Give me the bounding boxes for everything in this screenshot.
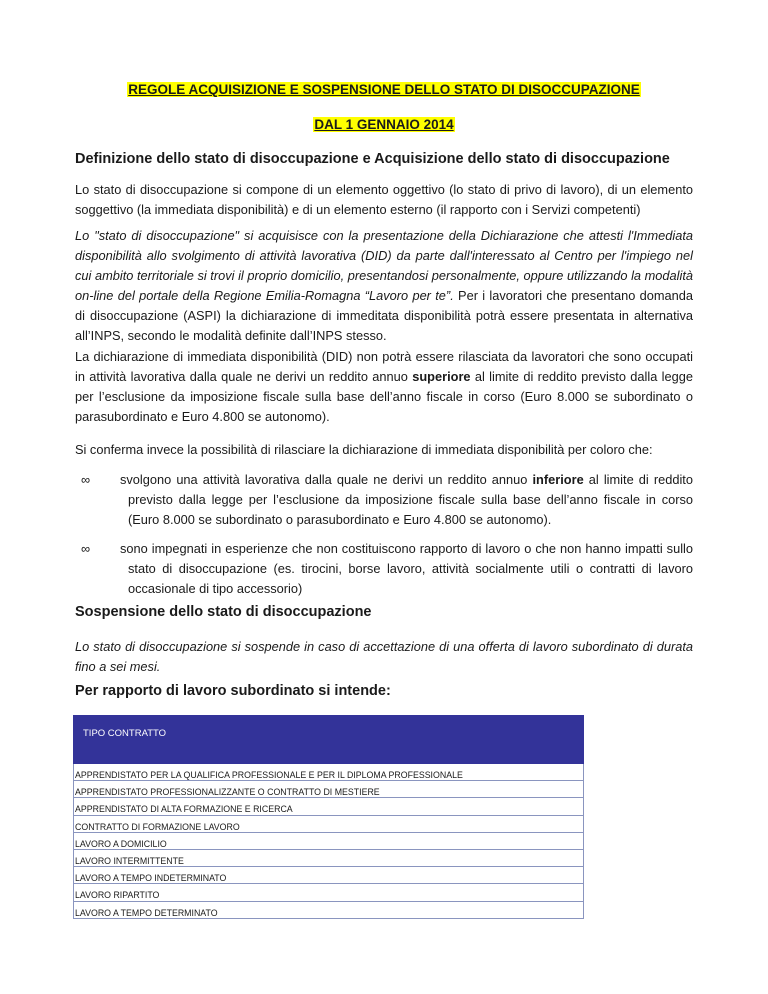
paragraph-did-text-b: al limite di reddito previsto dalla legge per l’esclusione da imposizione fiscale sulla base dell’anno fiscale in corso (Euro 8.000 se subordinato o parasubordinato e Euro 4.800 se autonomo). xyxy=(75,369,693,424)
table-row xyxy=(73,833,584,850)
paragraph-did-text-a: La dichiarazione di immediata disponibilità (DID) non potrà essere rilasciata da lavoratori che sono occupati in attività lavorativa dalla quale ne derivi un reddito annuo xyxy=(75,349,693,384)
paragraph-conferma: Si conferma invece la possibilità di rilasciare la dichiarazione di immediata disponibilità per coloro che: xyxy=(75,442,653,457)
bullet1-bold: inferiore xyxy=(532,472,584,487)
table-row xyxy=(73,781,584,798)
paragraph-did-bold: superiore xyxy=(412,369,471,384)
paragraph-acquisizione-italic: Lo "stato di disoccupazione" si acquisisce con la presentazione della Dichiarazione che attesti l'Immediata disponibilità allo svolgimento di attività lavorativa (DID) da parte dall'interessato al Centro per l'impiego nel cui ambito territoriale si trovi il proprio domicilio, presentandosi personalmente, oppure utilizzando la modalità on-line del portale della Regione Emilia-Romagna “Lavoro per te”. xyxy=(75,228,693,303)
table-row xyxy=(73,850,584,867)
list-item xyxy=(75,470,693,530)
infinity-bullet-icon: ∞ xyxy=(81,472,91,487)
table-header xyxy=(73,715,584,764)
infinity-bullet-icon: ∞ xyxy=(81,541,91,556)
table-cell: CONTRATTO DI FORMAZIONE LAVORO xyxy=(75,821,240,832)
table-row xyxy=(73,798,584,815)
list-item xyxy=(75,539,693,599)
paragraph-componenti: Lo stato di disoccupazione si compone di un elemento oggettivo (lo stato di privo di lavoro), di un elemento soggettivo (la immediata disponibilità) e di un elemento esterno (il rapporto con i Servizi competenti) xyxy=(75,182,693,217)
list-item-text: sono impegnati in esperienze che non costituiscono rapporto di lavoro o che non hanno impatti sullo stato di disoccupazione (es. tirocini, borse lavoro, attività socialmente utili o contratti di lavoro occasionale di tipo accessorio) xyxy=(120,541,693,596)
bullet1-text-b: al limite di reddito previsto dalla legge per l’esclusione da imposizione fiscale sulla base dell’anno fiscale in corso (Euro 8.000 se subordinato o parasubordinato e Euro 4.800 se autonomo). xyxy=(128,472,693,527)
table-cell: LAVORO A DOMICILIO xyxy=(75,838,167,849)
table-cell: APPRENDISTATO PROFESSIONALIZZANTE O CONTRATTO DI MESTIERE xyxy=(75,787,380,798)
table-cell: LAVORO A TEMPO DETERMINATO xyxy=(75,907,218,918)
table-row xyxy=(73,884,584,901)
bullet1-text-a: svolgono una attività lavorativa dalla quale ne derivi un reddito annuo xyxy=(120,472,533,487)
paragraph-acquisizione xyxy=(75,226,693,346)
table-cell: LAVORO RIPARTITO xyxy=(75,890,160,901)
table-row xyxy=(73,764,584,781)
title-line2: DAL 1 GENNAIO 2014 xyxy=(314,117,454,132)
paragraph-did-esclusione xyxy=(75,347,693,427)
title-line1: REGOLE ACQUISIZIONE E SOSPENSIONE DELLO STATO DI DISOCCUPAZIONE xyxy=(128,82,640,97)
document-subtitle xyxy=(0,117,768,133)
section-heading-rapporto: Per rapporto di lavoro subordinato si intende: xyxy=(75,683,391,699)
document-title xyxy=(0,82,768,98)
paragraph-acquisizione-rest: Per i lavoratori che presentano domanda di disoccupazione (ASPI) la dichiarazione di immeditata disponibilità potrà essere presentata in alternativa all’INPS, secondo le modalità definite dall’INPS stesso. xyxy=(75,288,694,343)
contract-types-table xyxy=(73,715,584,919)
table-row xyxy=(73,902,584,919)
table-cell: APPRENDISTATO DI ALTA FORMAZIONE E RICERCA xyxy=(75,804,293,815)
table-cell: LAVORO INTERMITTENTE xyxy=(75,855,184,866)
paragraph-sospensione: Lo stato di disoccupazione si sospende in caso di accettazione di una offerta di lavoro subordinato di durata fino a sei mesi. xyxy=(75,639,693,674)
section-heading-sospensione: Sospensione dello stato di disoccupazione xyxy=(75,604,372,620)
table-header-label: TIPO CONTRATTO xyxy=(83,728,167,739)
table-row xyxy=(73,867,584,884)
section-heading-definizione: Definizione dello stato di disoccupazione e Acquisizione dello stato di disoccupazione xyxy=(75,151,670,167)
table-cell: LAVORO A TEMPO INDETERMINATO xyxy=(75,873,227,884)
table-cell: APPRENDISTATO PER LA QUALIFICA PROFESSIONALE E PER IL DIPLOMA PROFESSIONALE xyxy=(75,770,463,780)
table-row xyxy=(73,816,584,833)
list-item-text xyxy=(120,470,693,530)
